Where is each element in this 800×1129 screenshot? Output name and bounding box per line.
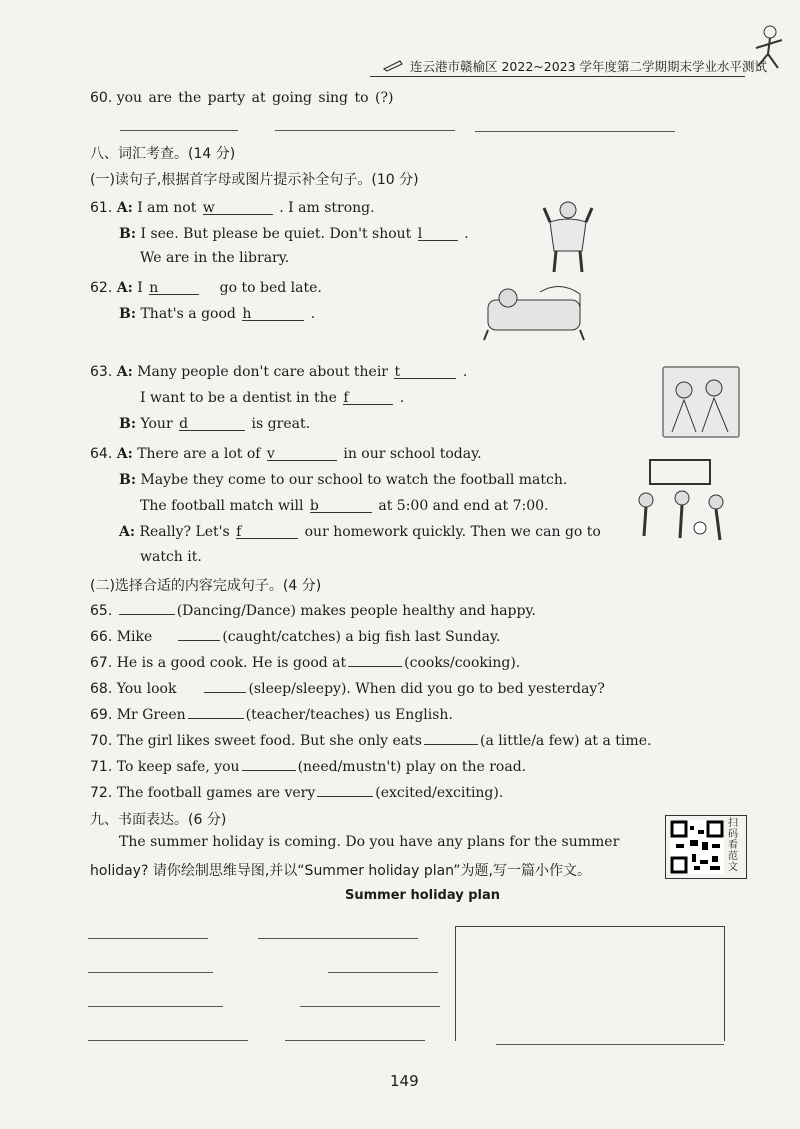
choice-question — [90, 652, 520, 671]
answer-line[interactable] — [275, 130, 455, 131]
question-options: (a little/a few) at a time. — [479, 733, 652, 749]
question-number: 69. — [90, 707, 113, 723]
question-64-a: 64. A: There are a lot of v in our school today. — [90, 446, 482, 462]
writing-line[interactable] — [300, 1006, 440, 1007]
answer-line[interactable] — [475, 131, 675, 132]
fill-blank[interactable]: b — [310, 498, 372, 513]
section-8-part-2: (二)选择合适的内容完成句子。(4 分) — [90, 578, 322, 594]
section-8-part-1: (一)读句子,根据首字母或图片提示补全句子。(10 分) — [90, 172, 419, 188]
runner-decoration — [748, 20, 788, 80]
strong-man-picture — [540, 196, 595, 274]
fill-blank[interactable] — [242, 756, 296, 771]
writing-line[interactable] — [258, 938, 418, 939]
writing-line[interactable] — [328, 972, 438, 973]
writing-line[interactable] — [88, 1006, 223, 1007]
football-picture — [616, 456, 746, 548]
question-64-c: A: Really? Let's f our homework quickly. Then we can go to — [119, 524, 601, 540]
question-text: You look — [116, 681, 177, 697]
fill-blank[interactable] — [317, 782, 373, 797]
question-options: (caught/catches) a big fish last Sunday. — [222, 629, 501, 645]
fill-blank[interactable]: h — [242, 306, 304, 321]
fill-blank[interactable] — [119, 600, 175, 615]
question-text: To keep safe, you — [116, 759, 240, 775]
writing-prompt-line-1: The summer holiday is coming. Do you have any plans for the summer — [119, 834, 620, 850]
question-text: He is a good cook. He is good at — [116, 655, 347, 671]
question-63-a: 63. A: Many people don't care about their t . — [90, 364, 468, 380]
question-61-b: B: I see. But please be quiet. Don't shout l . — [119, 226, 469, 242]
fill-blank[interactable] — [348, 652, 402, 667]
writing-prompt-line-2: holiday? 请你绘制思维导图,并以“Summer holiday plan”为题,写一篇小作文。 — [90, 863, 591, 879]
choice-question — [90, 756, 526, 775]
qr-code-box[interactable] — [665, 815, 747, 879]
writing-line[interactable] — [88, 938, 208, 939]
question-options: (Dancing/Dance) makes people healthy and happy. — [176, 603, 536, 619]
question-number: 65. — [90, 603, 113, 619]
question-options: (need/mustn't) play on the road. — [297, 759, 527, 775]
question-text: The girl likes sweet food. But she only eats — [116, 733, 422, 749]
question-60: 60. you are the party at going sing to (?) — [90, 90, 394, 106]
question-62-a: 62. A: I n go to bed late. — [90, 280, 322, 296]
fill-blank[interactable]: n — [149, 280, 199, 295]
question-62-b: B: That's a good h . — [119, 306, 316, 322]
question-text: The football games are very — [116, 785, 316, 801]
fill-blank[interactable] — [204, 678, 246, 693]
question-options: (sleep/sleepy). When did you go to bed yesterday? — [248, 681, 605, 697]
qr-label: 扫码看范文 — [728, 818, 738, 873]
writing-title: Summer holiday plan — [345, 888, 501, 903]
question-options: (teacher/teaches) us English. — [245, 707, 453, 723]
page-number: 149 — [390, 1072, 419, 1090]
question-number: 68. — [90, 681, 113, 697]
sleeping-picture — [480, 280, 590, 342]
question-number: 71. — [90, 759, 113, 775]
fill-blank[interactable]: l — [418, 226, 458, 241]
question-text: Mike — [116, 629, 153, 645]
fill-blank[interactable]: v — [267, 446, 337, 461]
question-64-b2: The football match will b at 5:00 and end at 7:00. — [140, 498, 549, 514]
fill-blank[interactable] — [188, 704, 244, 719]
answer-line[interactable] — [120, 130, 238, 131]
question-number: 66. — [90, 629, 113, 645]
question-options: (cooks/cooking). — [404, 655, 521, 671]
writing-line[interactable] — [285, 1040, 425, 1041]
question-options: (excited/exciting). — [375, 785, 504, 801]
choice-question — [90, 626, 501, 645]
choice-question — [90, 782, 503, 801]
question-63-a2: I want to be a dentist in the f . — [140, 390, 405, 406]
pen-icon — [382, 59, 404, 73]
choice-question — [90, 600, 536, 619]
fill-blank[interactable]: f — [236, 524, 298, 539]
section-8-title: 八、词汇考查。(14 分) — [90, 146, 236, 162]
fill-blank[interactable]: t — [394, 364, 456, 379]
page-header — [370, 55, 768, 77]
choice-question — [90, 730, 651, 749]
question-61-a: 61. A: I am not w . I am strong. — [90, 200, 375, 216]
choice-question — [90, 678, 605, 697]
question-64-b: B: Maybe they come to our school to watch the football match. — [119, 472, 568, 488]
fill-blank[interactable]: d — [179, 416, 245, 431]
fill-blank[interactable] — [178, 626, 220, 641]
mind-map-area[interactable] — [455, 926, 725, 1041]
question-number: 72. — [90, 785, 113, 801]
header-title: 连云港市赣榆区 2022~2023 学年度第二学期期末学业水平测试 — [410, 59, 768, 74]
question-text: Mr Green — [116, 707, 186, 723]
writing-line[interactable] — [88, 1040, 248, 1041]
choice-question — [90, 704, 453, 723]
question-61-b2: We are in the library. — [140, 250, 290, 266]
question-63-b: B: Your d is great. — [119, 416, 311, 432]
fill-blank[interactable]: f — [343, 390, 393, 405]
fill-blank[interactable]: w — [203, 200, 273, 215]
qr-code-icon — [670, 820, 724, 874]
question-64-c2: watch it. — [140, 549, 202, 565]
question-number: 70. — [90, 733, 113, 749]
fill-blank[interactable] — [424, 730, 478, 745]
section-9-title: 九、书面表达。(6 分) — [90, 812, 227, 828]
writing-line[interactable] — [88, 972, 213, 973]
dentist-picture — [662, 366, 740, 438]
question-number: 67. — [90, 655, 113, 671]
writing-line[interactable] — [496, 1044, 724, 1045]
